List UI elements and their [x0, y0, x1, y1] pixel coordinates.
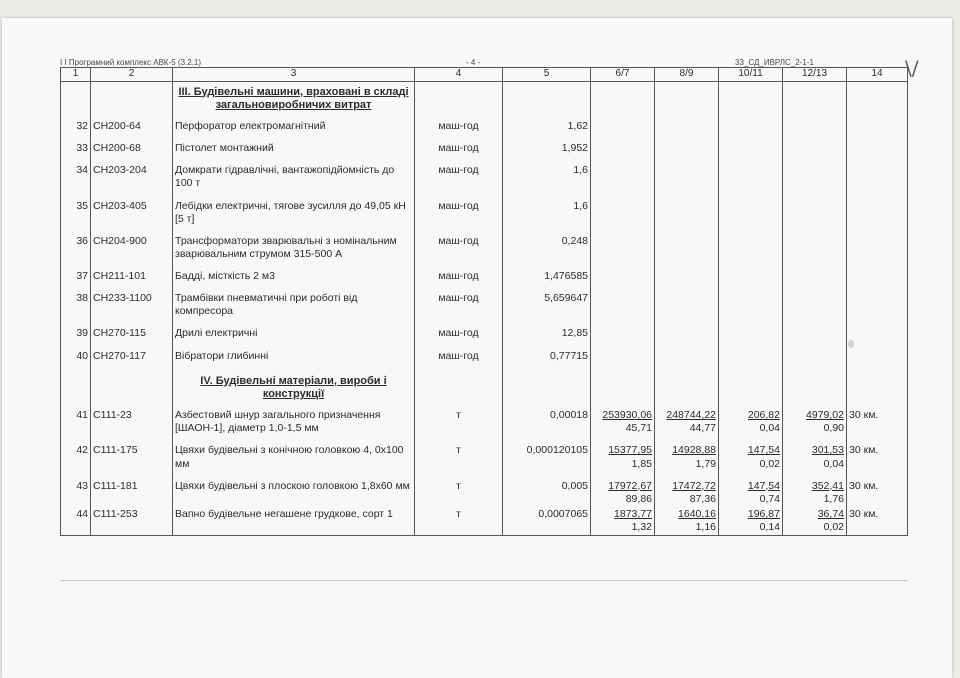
resource-code: С111-253 [91, 507, 173, 536]
material-row [61, 479, 908, 507]
col-6-7-total: 45,71 [625, 422, 652, 435]
column-number-row [61, 68, 908, 82]
unit: т [415, 479, 503, 507]
empty-cell [719, 119, 783, 141]
empty-cell [783, 349, 847, 371]
resource-code: СН204-900 [91, 234, 173, 269]
empty-cell [783, 141, 847, 163]
machine-row [61, 291, 908, 326]
col-8-9 [655, 443, 719, 478]
divider [60, 580, 908, 581]
empty-cell [655, 326, 719, 348]
delivery-distance: 30 км. [847, 408, 908, 443]
col-num: 3 [173, 68, 415, 82]
resource-name: Азбестовий шнур загального призначення [ШАОН-1], діаметр 1,0-1,5 мм [173, 408, 415, 443]
resource-name: Лебідки електричні, тягове зусилля до 49,05 кН [5 т] [173, 199, 415, 234]
material-row [61, 507, 908, 536]
col-8-9 [655, 479, 719, 507]
unit: маш-год [415, 291, 503, 326]
col-8-9-total: 44,77 [689, 422, 716, 435]
col-num: 2 [91, 68, 173, 82]
empty-cell [783, 291, 847, 326]
col-6-7-total: 1,85 [631, 457, 652, 470]
machine-row [61, 199, 908, 234]
col-num: 10/11 [719, 68, 783, 82]
header-right: 33_СД_ИВРЛС_2-1-1 [735, 58, 814, 67]
col-6-7-price: 15377,95 [608, 444, 652, 457]
empty-cell [591, 269, 655, 291]
empty-cell [847, 349, 908, 371]
col-num: 8/9 [655, 68, 719, 82]
col-10-11-price: 196,87 [747, 507, 780, 520]
col-num: 5 [503, 68, 591, 82]
header-left: I I Програмний комплекс АВК-5 (3.2.1) [60, 58, 202, 67]
empty-cell [719, 269, 783, 291]
col-12-13-total: 0,02 [823, 521, 844, 533]
col-12-13-total: 0,04 [823, 457, 844, 470]
col-8-9 [655, 408, 719, 443]
col-12-13-price: 301,53 [811, 444, 844, 457]
resource-name: Бадді, місткість 2 м3 [173, 269, 415, 291]
row-number: 33 [61, 141, 91, 163]
empty-cell [783, 269, 847, 291]
col-10-11-total: 0,74 [759, 492, 780, 505]
empty-cell [783, 326, 847, 348]
resource-code: СН203-405 [91, 199, 173, 234]
row-number: 32 [61, 119, 91, 141]
empty-cell [783, 199, 847, 234]
unit: маш-год [415, 349, 503, 371]
resource-code: С111-181 [91, 479, 173, 507]
col-num: 6/7 [591, 68, 655, 82]
machine-row [61, 119, 908, 141]
machine-row [61, 234, 908, 269]
empty-cell [847, 269, 908, 291]
resource-code: С111-175 [91, 443, 173, 478]
row-number: 41 [61, 408, 91, 443]
machine-row [61, 269, 908, 291]
quantity: 0,77715 [503, 349, 591, 371]
empty-cell [847, 326, 908, 348]
quantity: 5,659647 [503, 291, 591, 326]
resource-name: Вібратори глибинні [173, 349, 415, 371]
col-12-13-total: 0,90 [823, 422, 844, 435]
machine-row [61, 163, 908, 198]
unit: маш-год [415, 234, 503, 269]
delivery-distance: 30 км. [847, 443, 908, 478]
resource-code: СН203-204 [91, 163, 173, 198]
header-page-number: - 4 - [466, 58, 481, 67]
resource-name: Трамбівки пневматичні при роботі від компресора [173, 291, 415, 326]
row-number: 35 [61, 199, 91, 234]
col-8-9-price: 248744,22 [666, 409, 716, 422]
col-6-7 [591, 443, 655, 478]
col-12-13 [783, 408, 847, 443]
resource-name: Пістолет монтажний [173, 141, 415, 163]
quantity: 0,0007065 [503, 507, 591, 536]
section-title-materials: IV. Будівельні матеріали, вироби і конструкції [173, 371, 415, 409]
resource-code: СН211-101 [91, 269, 173, 291]
col-12-13 [783, 443, 847, 478]
empty-cell [719, 141, 783, 163]
resource-name: Трансформатори зварювальні з номінальним зварювальним струмом 315-500 А [173, 234, 415, 269]
empty-cell [655, 119, 719, 141]
unit: маш-год [415, 119, 503, 141]
col-num: 12/13 [783, 68, 847, 82]
pencil-mark: \/ [905, 56, 919, 80]
unit: маш-год [415, 326, 503, 348]
empty-cell [719, 199, 783, 234]
row-number: 36 [61, 234, 91, 269]
row-number: 42 [61, 443, 91, 478]
empty-cell [591, 234, 655, 269]
empty-cell [783, 163, 847, 198]
col-8-9-price: 1640,16 [678, 507, 716, 520]
section-row [61, 81, 908, 119]
col-12-13 [783, 479, 847, 507]
empty-cell [591, 199, 655, 234]
unit: т [415, 408, 503, 443]
empty-cell [719, 326, 783, 348]
col-8-9-total: 1,16 [695, 521, 716, 533]
unit: маш-год [415, 141, 503, 163]
col-10-11-total: 0,04 [759, 422, 780, 435]
col-8-9-total: 87,36 [689, 492, 716, 505]
material-row [61, 408, 908, 443]
estimate-table [60, 67, 908, 536]
resource-name: Вапно будівельне негашене грудкове, сорт 1 [173, 507, 415, 536]
resource-code: СН200-68 [91, 141, 173, 163]
col-8-9-price: 14928,88 [672, 444, 716, 457]
empty-cell [591, 291, 655, 326]
resource-name: Цвяхи будівельні з плоскою головкою 1,8х60 мм [173, 479, 415, 507]
section-row [61, 371, 908, 409]
empty-cell [655, 199, 719, 234]
unit: маш-год [415, 199, 503, 234]
empty-cell [591, 141, 655, 163]
col-6-7-total: 89,86 [625, 492, 652, 505]
empty-cell [847, 141, 908, 163]
empty-cell [847, 199, 908, 234]
col-8-9-price: 17472,72 [672, 479, 716, 492]
quantity: 0,000120105 [503, 443, 591, 478]
col-num: 14 [847, 68, 908, 82]
empty-cell [847, 163, 908, 198]
col-10-11 [719, 408, 783, 443]
col-num: 4 [415, 68, 503, 82]
col-12-13-price: 352,41 [811, 479, 844, 492]
empty-cell [655, 291, 719, 326]
machine-row [61, 349, 908, 371]
row-number: 39 [61, 326, 91, 348]
unit: маш-год [415, 269, 503, 291]
quantity: 1,476585 [503, 269, 591, 291]
empty-cell [655, 234, 719, 269]
unit: т [415, 507, 503, 536]
empty-cell [847, 119, 908, 141]
resource-code: СН270-115 [91, 326, 173, 348]
empty-cell [847, 291, 908, 326]
col-10-11-total: 0,14 [759, 521, 780, 533]
unit: маш-год [415, 163, 503, 198]
empty-cell [655, 349, 719, 371]
empty-cell [783, 119, 847, 141]
row-number: 37 [61, 269, 91, 291]
col-num: 1 [61, 68, 91, 82]
col-6-7 [591, 408, 655, 443]
resource-name: Домкрати гідравлічні, вантажопідйомність до 100 т [173, 163, 415, 198]
empty-cell [719, 349, 783, 371]
delivery-distance: 30 км. [847, 507, 908, 536]
empty-cell [655, 163, 719, 198]
empty-cell [655, 141, 719, 163]
empty-cell [591, 326, 655, 348]
quantity: 0,005 [503, 479, 591, 507]
empty-cell [591, 119, 655, 141]
resource-code: СН270-117 [91, 349, 173, 371]
section-title-machines: III. Будівельні машини, враховані в складі загальновиробничих витрат [173, 81, 415, 119]
col-6-7-price: 17972,67 [608, 479, 652, 492]
col-12-13-price: 36,74 [817, 507, 844, 520]
resource-code: СН233-1100 [91, 291, 173, 326]
col-6-7-price: 253930,06 [602, 409, 652, 422]
col-10-11 [719, 443, 783, 478]
quantity: 1,6 [503, 199, 591, 234]
col-10-11-price: 147,54 [747, 444, 780, 457]
col-6-7 [591, 507, 655, 536]
col-10-11 [719, 479, 783, 507]
resource-code: С111-23 [91, 408, 173, 443]
col-10-11-total: 0,02 [759, 457, 780, 470]
empty-cell [719, 234, 783, 269]
col-12-13-total: 1,76 [823, 492, 844, 505]
row-number: 34 [61, 163, 91, 198]
machine-row [61, 141, 908, 163]
material-row [61, 443, 908, 478]
empty-cell [847, 234, 908, 269]
col-6-7 [591, 479, 655, 507]
col-10-11 [719, 507, 783, 536]
resource-name: Перфоратор електромагнітний [173, 119, 415, 141]
empty-cell [719, 291, 783, 326]
row-number: 38 [61, 291, 91, 326]
empty-cell [591, 163, 655, 198]
resource-name: Цвяхи будівельні з конічною головкою 4, 0х100 мм [173, 443, 415, 478]
col-10-11-price: 147,54 [747, 479, 780, 492]
quantity: 0,248 [503, 234, 591, 269]
quantity: 1,6 [503, 163, 591, 198]
col-6-7-total: 1,32 [631, 521, 652, 533]
col-12-13-price: 4979,02 [806, 409, 844, 422]
resource-code: СН200-64 [91, 119, 173, 141]
quantity: 12,85 [503, 326, 591, 348]
quantity: 0,00018 [503, 408, 591, 443]
empty-cell [719, 163, 783, 198]
machine-row [61, 326, 908, 348]
empty-cell [655, 269, 719, 291]
col-8-9-total: 1,79 [695, 457, 716, 470]
quantity: 1,952 [503, 141, 591, 163]
col-10-11-price: 206,82 [747, 409, 780, 422]
unit: т [415, 443, 503, 478]
resource-name: Дрилі електричні [173, 326, 415, 348]
empty-cell [783, 234, 847, 269]
row-number: 43 [61, 479, 91, 507]
row-number: 40 [61, 349, 91, 371]
col-6-7-price: 1873,77 [614, 507, 652, 520]
quantity: 1,62 [503, 119, 591, 141]
delivery-distance: 30 км. [847, 479, 908, 507]
empty-cell [591, 349, 655, 371]
col-8-9 [655, 507, 719, 536]
row-number: 44 [61, 507, 91, 536]
col-12-13 [783, 507, 847, 536]
